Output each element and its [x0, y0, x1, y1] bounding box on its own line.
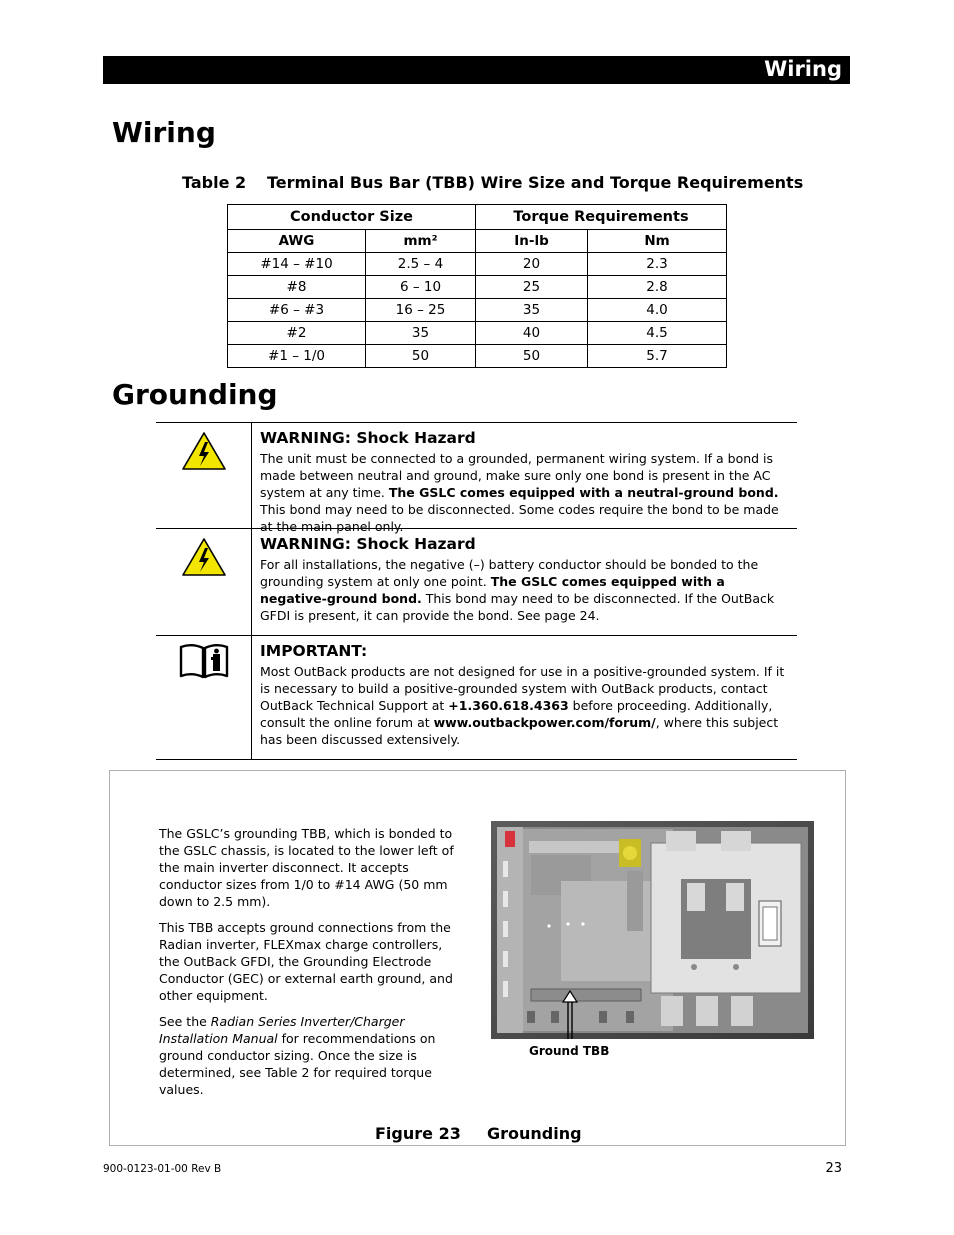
notice-text — [260, 643, 790, 748]
icon-cell — [156, 423, 252, 529]
figure-text — [159, 825, 459, 1107]
table-cell: 16 – 25 — [366, 299, 476, 322]
notice-body-bold: The GSLC comes equipped with a negative-ground bond. — [260, 574, 725, 606]
table-row — [228, 322, 727, 345]
figure-paragraph: The GSLC’s grounding TBB, which is bonded to the GSLC chassis, is located to the lower left of the main inverter disconnect. It accepts conductor sizes from 1/0 to #14 AWG (50 mm down to 2.5 mm). — [159, 826, 454, 909]
shock-hazard-icon — [181, 431, 227, 471]
doc-number: 900-0123-01-00 Rev B — [103, 1163, 222, 1175]
table-caption-number: Table 2 — [182, 173, 247, 192]
warning-neutral-ground — [156, 422, 797, 534]
group-header: Conductor Size — [228, 205, 476, 230]
notice-text — [260, 536, 790, 624]
table-cell: 35 — [476, 299, 588, 322]
table-cell: #6 – #3 — [228, 299, 366, 322]
table-cell: 2.5 – 4 — [366, 253, 476, 276]
grounding-heading: Grounding — [112, 378, 278, 411]
notice-body: Most OutBack products are not designed for use in a positive-grounded system. If it is necessary to build a positive-grounded system with OutBack products, contact OutBack Technical Support at — [260, 664, 785, 713]
notice-text — [260, 430, 790, 535]
icon-cell — [156, 636, 252, 759]
table-cell: 4.5 — [588, 322, 727, 345]
page-number: 23 — [825, 1161, 842, 1176]
figure-grounding — [109, 770, 846, 1146]
table-cell: 50 — [366, 345, 476, 368]
icon-cell — [156, 529, 252, 636]
important-notice — [156, 635, 797, 760]
table-caption-title: Terminal Bus Bar (TBB) Wire Size and Torque Requirements — [267, 173, 804, 192]
table-cell: #14 – #10 — [228, 253, 366, 276]
figure-title: Grounding — [487, 1124, 582, 1143]
table-cell: #1 – 1/0 — [228, 345, 366, 368]
table-cell: 2.8 — [588, 276, 727, 299]
notice-body: The unit must be connected to a grounded, permanent wiring system. If a bond is made between neutral and ground, make sure only one bond is present in the AC system at any time. — [260, 451, 774, 500]
column-header: AWG — [228, 230, 366, 253]
figure-paragraph: This TBB accepts ground connections from the Radian inverter, FLEXmax charge controllers, the OutBack GFDI, the Grounding Electrode Conductor (GEC) or external earth ground, and other equipment. — [159, 920, 453, 1003]
table-cell: 40 — [476, 322, 588, 345]
support-phone: +1.360.618.4363 — [448, 698, 569, 713]
notice-title: WARNING: Shock Hazard — [260, 535, 476, 553]
figure-paragraph: See the Radian Series Inverter/Charger Installation Manual for recommendations on ground conductor sizing. Once the size is determined, see Table 2 for required torque values. — [159, 1014, 436, 1097]
manual-title: Radian Series Inverter/Charger Installation Manual — [159, 1014, 405, 1046]
notice-body: This bond may need to be disconnected. Some codes require the bond to be made at the main panel only. — [260, 502, 779, 534]
notice-body: , where this subject has been discussed extensively. — [260, 715, 779, 747]
table-row — [228, 345, 727, 368]
table-cell: 50 — [476, 345, 588, 368]
forum-link[interactable]: www.outbackpower.com/forum/ — [433, 715, 656, 730]
figure-caption — [375, 1124, 582, 1143]
table-cell: 5.7 — [588, 345, 727, 368]
notice-body: before proceeding. Additionally, consult the online forum at — [260, 698, 773, 730]
notice-title: IMPORTANT: — [260, 642, 368, 660]
table-cell: 2.3 — [588, 253, 727, 276]
table-caption — [182, 173, 803, 192]
table-row — [228, 276, 727, 299]
table-row — [228, 253, 727, 276]
manual-info-icon — [178, 642, 230, 680]
table-cell: 6 – 10 — [366, 276, 476, 299]
column-header: mm² — [366, 230, 476, 253]
column-header: Nm — [588, 230, 727, 253]
torque-table — [227, 204, 727, 368]
table-cell: 4.0 — [588, 299, 727, 322]
table-cell: 20 — [476, 253, 588, 276]
gslc-enclosure-photo — [491, 821, 814, 1039]
ground-tbb-label: Ground TBB — [529, 1044, 610, 1058]
notice-body: For all installations, the negative (–) battery conductor should be bonded to the grounding system at only one point. — [260, 557, 759, 589]
group-header: Torque Requirements — [476, 205, 727, 230]
table-cell: 25 — [476, 276, 588, 299]
notice-title: WARNING: Shock Hazard — [260, 429, 476, 447]
table-cell: #8 — [228, 276, 366, 299]
header-section-title: Wiring — [764, 57, 842, 81]
notice-body: This bond may need to be disconnected. If the OutBack GFDI is present, it can provide the bond. See page 24. — [260, 591, 775, 623]
column-header: In-lb — [476, 230, 588, 253]
notice-body-bold: The GSLC comes equipped with a neutral-ground bond. — [388, 485, 779, 500]
header-bar — [103, 56, 850, 84]
table-cell: 35 — [366, 322, 476, 345]
table-cell: #2 — [228, 322, 366, 345]
warning-negative-ground — [156, 528, 797, 636]
shock-hazard-icon — [181, 537, 227, 577]
wiring-heading: Wiring — [112, 116, 216, 149]
figure-number: Figure 23 — [375, 1124, 461, 1143]
table-row — [228, 299, 727, 322]
